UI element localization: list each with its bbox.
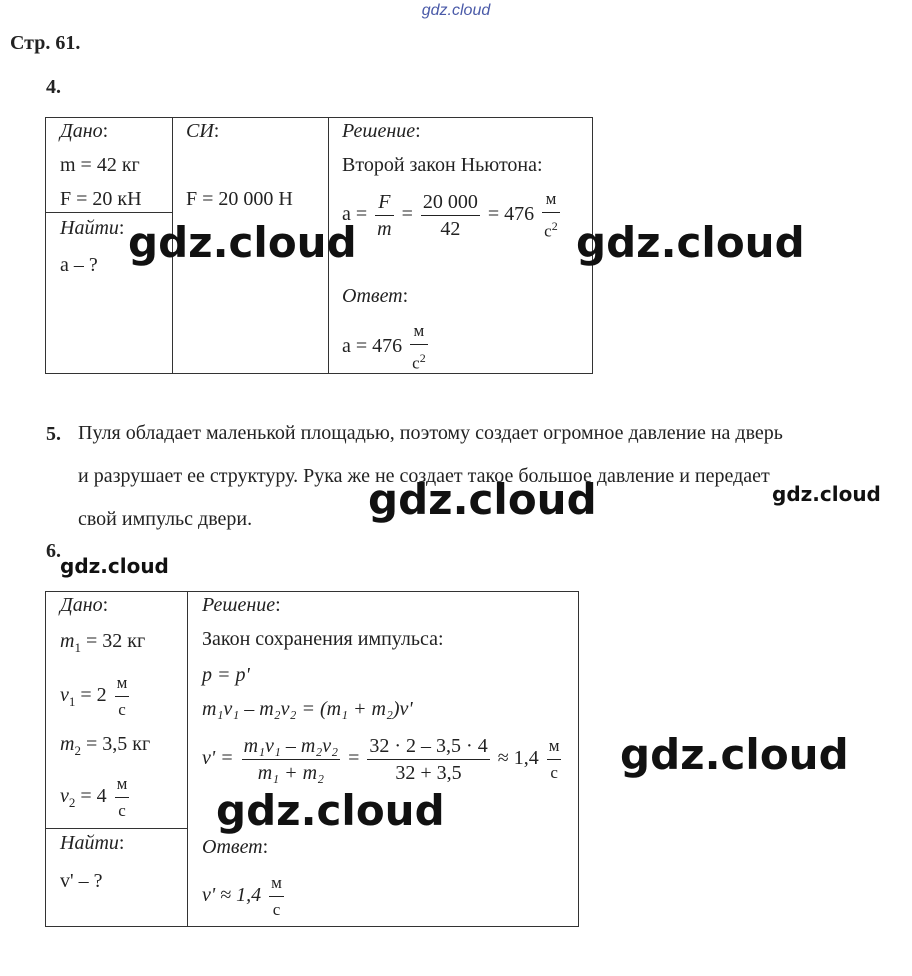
find-label-6: Найти: — [60, 832, 125, 854]
solution-label-6: Решение: — [202, 594, 281, 616]
watermark: gdz.cloud — [576, 218, 805, 267]
find-label-4: Найти: — [60, 217, 125, 239]
solution-label-4: Решение: — [342, 120, 421, 142]
watermark-top: gdz.cloud — [421, 2, 491, 19]
equation-2: m₁v₁ – m₂v₂ = (m₁ + m₂)v' — [202, 698, 413, 720]
watermark: gdz.cloud — [620, 730, 849, 779]
given-v2: $v_2 = 4$ $\frac{м}{с}$ — [60, 771, 132, 824]
watermark: gdz.cloud — [60, 554, 169, 578]
find-value-4: a – ? — [60, 254, 98, 276]
given-m1: $m_1 = 32$ кг — [60, 630, 146, 655]
formula-6: v' = $\frac{\text{m₁v₁ – m₂v₂}}{\text{m₁ + m₂}}$ = $\frac{32 \cdot 2 - 3,5 \cdot 4}{32 + 3,5}$ ≈ 1,4 $\frac{м}{с}$ — [202, 735, 560, 784]
answer-4: a = 476 $\frac{м}{с^2}$ — [342, 318, 431, 377]
si-value: F = 20 000 Н — [186, 188, 293, 210]
page-title: Стр. 61. — [10, 32, 81, 54]
given-label-6: Дано: — [60, 594, 109, 616]
problem-4-number: 4. — [46, 76, 61, 98]
given-mass: m = 42 кг — [60, 154, 140, 176]
si-label: СИ: — [186, 120, 220, 142]
problem-5-line: Пуля обладает маленькой площадью, поэтому создает огромное давление на дверь — [78, 422, 783, 444]
given-label-4: Дано: — [60, 120, 109, 142]
given-force: F = 20 кН — [60, 188, 142, 210]
equation-1: p = p' — [202, 664, 250, 686]
given-v1: $v_1 = 2$ $\frac{м}{с}$ — [60, 670, 132, 723]
formula-4: a = $\frac{F}{m}$ = $\frac{20 000}{42}$ = 476 $\frac{м}{с^2}$ — [342, 186, 563, 245]
answer-label-6: Ответ: — [202, 836, 269, 858]
momentum-law: Закон сохранения импульса: — [202, 628, 444, 650]
problem-5-line: и разрушает ее структуру. Рука же не создает такое большое давление и передает — [78, 465, 770, 487]
answer-6: v' ≈ 1,4 $\frac{м}{с}$ — [202, 870, 287, 923]
answer-label-4: Ответ: — [342, 285, 409, 307]
problem-6-number: 6. — [46, 540, 61, 562]
watermark: gdz.cloud — [368, 475, 597, 524]
watermark: gdz.cloud — [772, 482, 881, 506]
watermark: gdz.cloud — [128, 218, 357, 267]
problem-5-line: свой импульс двери. — [78, 508, 253, 530]
given-m2: $m_2 = 3,5$ кг — [60, 733, 151, 758]
watermark: gdz.cloud — [216, 786, 445, 835]
find-value-6: v' – ? — [60, 870, 103, 892]
problem-5-number: 5. — [46, 423, 61, 445]
newton-law: Второй закон Ньютона: — [342, 154, 543, 176]
